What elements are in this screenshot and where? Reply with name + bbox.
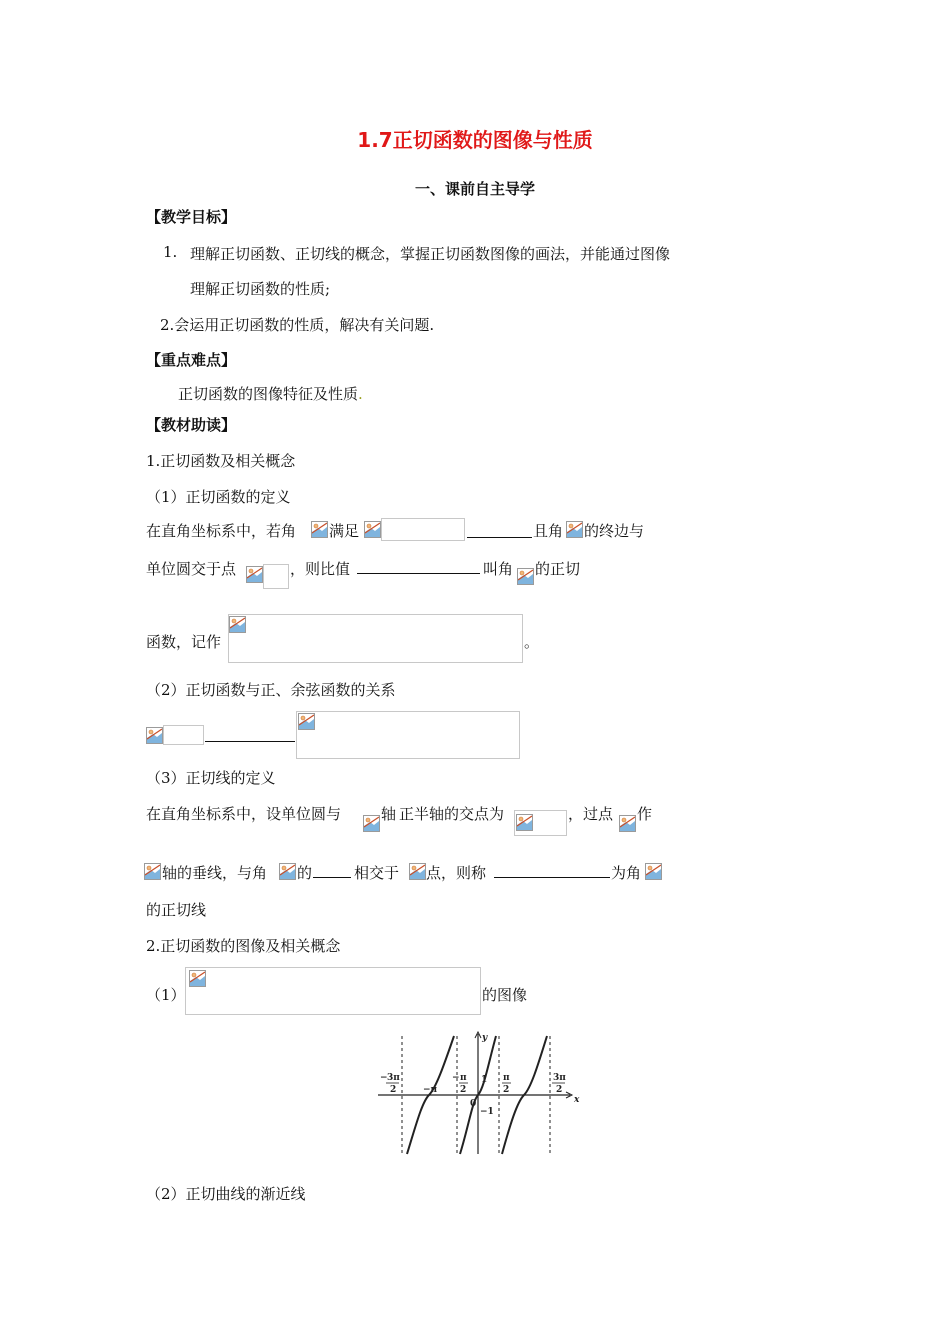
tick-neg-pi: −π	[423, 1085, 438, 1095]
blank-line	[313, 877, 351, 878]
def-b-text-3: 叫角	[483, 560, 514, 578]
tick-3pi2-den: 2	[556, 1085, 563, 1095]
blank-line	[467, 537, 532, 538]
def-b-text-2: ，则比值	[290, 560, 351, 578]
origin-label: 0	[470, 1099, 477, 1109]
tl-b-text-3: 相交于	[354, 864, 400, 882]
tick-neg-3pi2-den: 2	[390, 1085, 397, 1095]
def-a-text-3: 且角	[533, 522, 564, 540]
tick-y-1: 1	[481, 1075, 488, 1085]
key-points-header: 【重点难点】	[146, 351, 237, 369]
def-b-text-4: 的正切	[535, 560, 581, 578]
def-a-text-1: 在直角坐标系中，若角	[146, 522, 297, 540]
objective-2: 2.会运用正切函数的性质，解决有关问题.	[160, 316, 435, 334]
formula-placeholder-box	[381, 518, 465, 541]
tick-pi2-num: π	[503, 1073, 510, 1083]
broken-image-icon	[144, 863, 161, 880]
tick-3pi2-num: 3π	[553, 1073, 566, 1083]
blank-line	[494, 877, 610, 878]
tl-a-text-3: 正半轴的交点为	[399, 805, 505, 823]
formula-placeholder-box	[296, 711, 520, 759]
formula-placeholder-box	[263, 564, 289, 589]
def-c-text-2: 。	[524, 633, 540, 651]
formula-placeholder-box	[163, 725, 204, 745]
tl-a-text-5: 作	[637, 805, 653, 823]
tick-neg-3pi2-sign: −	[380, 1073, 388, 1083]
y-axis-label: y	[482, 1033, 488, 1043]
broken-image-icon	[279, 863, 296, 880]
broken-image-icon	[246, 566, 263, 583]
tl-a-text-4: ，过点	[568, 805, 614, 823]
tl-a-text-1: 在直角坐标系中，设单位圆与	[146, 805, 342, 823]
blank-line	[357, 573, 480, 574]
section-2-2-heading: （2）正切曲线的渐近线	[146, 1185, 306, 1203]
key-points-dot: .	[358, 385, 363, 403]
formula-placeholder-box	[514, 810, 567, 836]
objective-1-line-1: 理解正切函数、正切线的概念，掌握正切函数图像的画法，并能通过图像	[190, 245, 671, 263]
broken-image-icon	[517, 568, 534, 585]
section-1-1-heading: （1）正切函数的定义	[146, 488, 291, 506]
objectives-header: 【教学目标】	[146, 208, 237, 226]
tl-b-text-1: 轴的垂线，与角	[162, 864, 268, 882]
tangent-graph	[374, 1030, 582, 1158]
broken-image-icon	[364, 521, 381, 538]
broken-image-icon	[619, 815, 636, 832]
tick-neg-pi2-sign: −	[452, 1073, 460, 1083]
formula-placeholder-box	[185, 967, 481, 1015]
key-points-text	[178, 383, 363, 404]
def-c-text-1: 函数，记作	[146, 633, 222, 651]
def-b-text-1: 单位圆交于点	[146, 560, 237, 578]
formula-placeholder-box	[228, 614, 523, 663]
key-points-body: 正切函数的图像特征及性质	[178, 385, 359, 403]
page-title: 1.7正切函数的图像与性质	[357, 128, 593, 152]
tl-b-text-2: 的	[297, 864, 313, 882]
section-1-3-heading: （3）正切线的定义	[146, 769, 276, 787]
def-a-text-2: 满足	[329, 522, 360, 540]
x-axis-label: x	[574, 1095, 580, 1105]
section-1-heading: 1.正切函数及相关概念	[146, 452, 296, 470]
tick-pi2-den: 2	[503, 1085, 510, 1095]
section-2-heading: 2.正切函数的图像及相关概念	[146, 937, 341, 955]
objective-1-number: 1.	[163, 243, 178, 261]
broken-image-icon	[566, 521, 583, 538]
tl-a-text-2: 轴	[381, 805, 397, 823]
broken-image-icon	[146, 727, 163, 744]
tick-neg-pi2-num: π	[460, 1073, 467, 1083]
tl-c-text: 的正切线	[146, 901, 207, 919]
tl-b-text-5: 为角	[611, 864, 642, 882]
tl-b-text-4: 点，则称	[426, 864, 487, 882]
tick-y-neg-1: −1	[480, 1107, 494, 1117]
broken-image-icon	[645, 863, 662, 880]
broken-image-icon	[363, 815, 380, 832]
tick-neg-pi2-den: 2	[460, 1085, 467, 1095]
broken-image-icon	[409, 863, 426, 880]
section-2-1-number: （1）	[146, 986, 186, 1004]
reading-header: 【教材助读】	[146, 416, 237, 434]
tick-neg-3pi2-num: 3π	[387, 1073, 400, 1083]
section-title: 一、课前自主导学	[414, 180, 535, 198]
objective-1-line-2: 理解正切函数的性质;	[190, 280, 331, 298]
broken-image-icon	[311, 521, 328, 538]
section-1-2-heading: （2）正切函数与正、余弦函数的关系	[146, 681, 396, 699]
def-a-text-4: 的终边与	[584, 522, 645, 540]
section-2-1-text: 的图像	[482, 986, 528, 1004]
blank-line	[205, 741, 295, 742]
